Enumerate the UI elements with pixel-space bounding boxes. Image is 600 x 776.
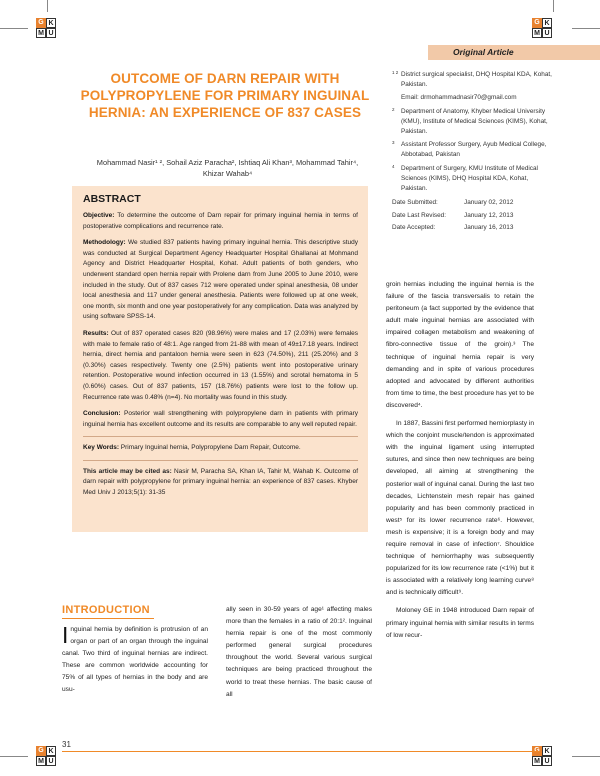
abstract-conclusion: Conclusion: Posterior wall strengthening with polypropylene darn in patients with primary inguinal hernia has excellent outcome and its results are comparable to any well reputed repair. xyxy=(83,410,358,428)
article-dates xyxy=(392,197,552,234)
drop-cap: I xyxy=(62,622,69,648)
abstract-divider xyxy=(83,460,358,461)
abstract-heading: ABSTRACT xyxy=(83,193,141,205)
body-paragraph: In 1887, Bassini first performed herniorplasty in which the conjoint muscle/tendon is approximated with the inguinal ligament using interrupted sutures, and since then new techniques are being developed, all aiming at strengthening the posterior wall of inguinal canal. During the last two decades, Lichtenstein mesh repair has gained popularity and has been commonly practiced in west⁵ for its lower recurrence rate⁶. However, mesh is expensive; it is a foreign body and may require removal in case of infection⁷. Shouldice technique of herniorrhaphy was subsequently popularized for its low recurrence rate (<1%) but it is associated with a relatively long learning curve⁸ and is technically difficult⁹. xyxy=(386,420,534,597)
crop-mark xyxy=(0,756,28,757)
article-type-tag: Original Article xyxy=(428,45,600,60)
author-line: Khizar Wahab⁴ xyxy=(202,169,253,178)
article-title: OUTCOME OF DARN REPAIR WITH POLYPROPYLENE FOR PRIMARY INGUINAL HERNIA: AN EXPERIENCE OF 837 CASES xyxy=(80,71,370,120)
abstract-box xyxy=(72,186,368,532)
crop-mark xyxy=(0,28,28,29)
crop-mark xyxy=(47,0,48,12)
author-line: Mohammad Nasir¹ ², Sohail Aziz Paracha², Ishtiaq Ali Khan³, Mohammad Tahir⁴, xyxy=(96,158,359,167)
affiliation-item: 2 Department of Anatomy, Khyber Medical University (KMU), Institute of Medical Sciences (KIMS), Kohat, Pakistan. xyxy=(392,106,548,136)
author-list xyxy=(55,157,400,179)
body-column-left xyxy=(62,624,208,697)
page-number: 31 xyxy=(62,740,71,749)
crop-mark xyxy=(553,0,554,12)
body-column-right xyxy=(386,279,534,642)
citation-note: This article may be cited as: Nasir M, Paracha SA, Khan IA, Tahir M, Wahab K. Outcome of darn repair with polypropylene for primary inguinal hernia: an experience of 837 cases. Khyber Med Univ J 2013;5(1): 31-35 xyxy=(83,467,358,497)
body-paragraph: groin hernias including the inguinal hernia is the failure of the fascia transversalis to retain the peritoneum (a fact supported by the evidence that adult male inguinal hernias are associated with impaired collagen metabolism and weakening of fibro-connective tissue of the groin).³ The technique of inguinal hernia repair is very demanding and in spite of various procedures adopted and advocated by different authorities from time to time, the best procedure has yet to be discovered⁴. xyxy=(386,281,534,409)
footer-rule xyxy=(62,751,540,752)
crop-mark xyxy=(572,756,600,757)
affiliation-item: 4 Department of Surgery, KMU Institute of Medical Sciences (KIMS), DHQ Hospital KDA, Kohat, Pakistan. xyxy=(392,163,538,193)
date-row: Date Last Revised: January 12, 2013 xyxy=(392,211,514,219)
crop-mark xyxy=(572,28,600,29)
abstract-methodology: Methodology: We studied 837 patients having primary inguinal hernia. This descriptive study was conducted at Surgical Department Agency Headquarter Hospital Ghallanai at Mohmand Agency and District Headquarter Hospital, Kohat. Adult patients of both genders, who underwent standard open hernia repair with Prolene darn from June 2005 to June 2010, were included in the study. Out of 837 cases 712 were operated under spinal anesthesia, 08 under local anesthesia and 117 under general anesthesia. Patients were followed up at one week, one month, six month and one year postoperatively for any complication. Data was analyzed by using software SPSS-14. xyxy=(83,239,358,321)
body-column-middle xyxy=(226,604,372,701)
abstract-divider xyxy=(83,436,358,437)
date-row: Date Accepted: January 16, 2013 xyxy=(392,224,514,232)
abstract-keywords: Key Words: Primary Inguinal hernia, Polypropylene Darn Repair, Outcome. xyxy=(83,444,301,452)
logo-top-right: G K M U xyxy=(532,18,552,38)
date-row: Date Submitted: January 02, 2012 xyxy=(392,199,514,207)
affiliation-item: 1 2 District surgical specialist, DHQ Hospital KDA, Kohat, Pakistan. xyxy=(392,70,552,89)
body-paragraph: ally seen in 30-59 years of age¹ affecting males more than the females in a ratio of 20:1². Inguinal hernia repair is one of the most commonly performed general surgical procedures throughout the world. Several various surgical techniques are being practiced throughout the world to treat these hernias. The basic cause of all xyxy=(226,606,372,698)
abstract-objective: Objective: To determine the outcome of Darn repair for primary inguinal hernia in terms of postoperative complications and recurrence rate. xyxy=(83,212,358,230)
affiliation-email: Email: drmohammadnasir70@gmail.com xyxy=(401,94,517,102)
body-paragraph: nguinal hernia by definition is protrusion of an organ or part of an organ through the inguinal canal. Two third of inguinal hernias are indirect. These are common worldwide accounting for 75% of all types of hernias in the body and are usu- xyxy=(62,626,208,694)
affiliations xyxy=(392,70,552,234)
introduction-heading: INTRODUCTION xyxy=(62,604,150,616)
abstract-results: Results: Out of 837 operated cases 820 (98.96%) were males and 17 (2.03%) were females with male to female ratio of 48:1. Age ranged from 21-88 with mean of 49±17.18 years. Indirect hernia, direct hernia and pantaloon hernia were seen in 623 (74.50%), 211 (25.20%) and 3 (0.30%) cases respectively. Twenty one (2.5%) patients went into postoperative urinary retention. Postoperative wound infection occurred in 13 (1.55%) and scrotal hematoma in 5 (0.60%) cases. Out of 837 patients, 157 (18.76%) patients were lost to the follow up. Recurrence rate was 0.48% (n=4). No mortality was found in this study. xyxy=(83,329,358,401)
logo-bottom-right: K M U xyxy=(532,746,552,766)
affiliation-item: 3 Assistant Professor Surgery, Ayub Medical College, Abbotabad, Pakistan xyxy=(392,140,547,159)
body-paragraph: Moloney GE in 1948 introduced Darn repair of primary inguinal hernia with similar results in terms of low recur- xyxy=(386,607,534,639)
logo-top-left: G K M U xyxy=(36,18,56,38)
heading-underline xyxy=(62,618,154,619)
logo-bottom-left: G K M U xyxy=(36,746,56,766)
